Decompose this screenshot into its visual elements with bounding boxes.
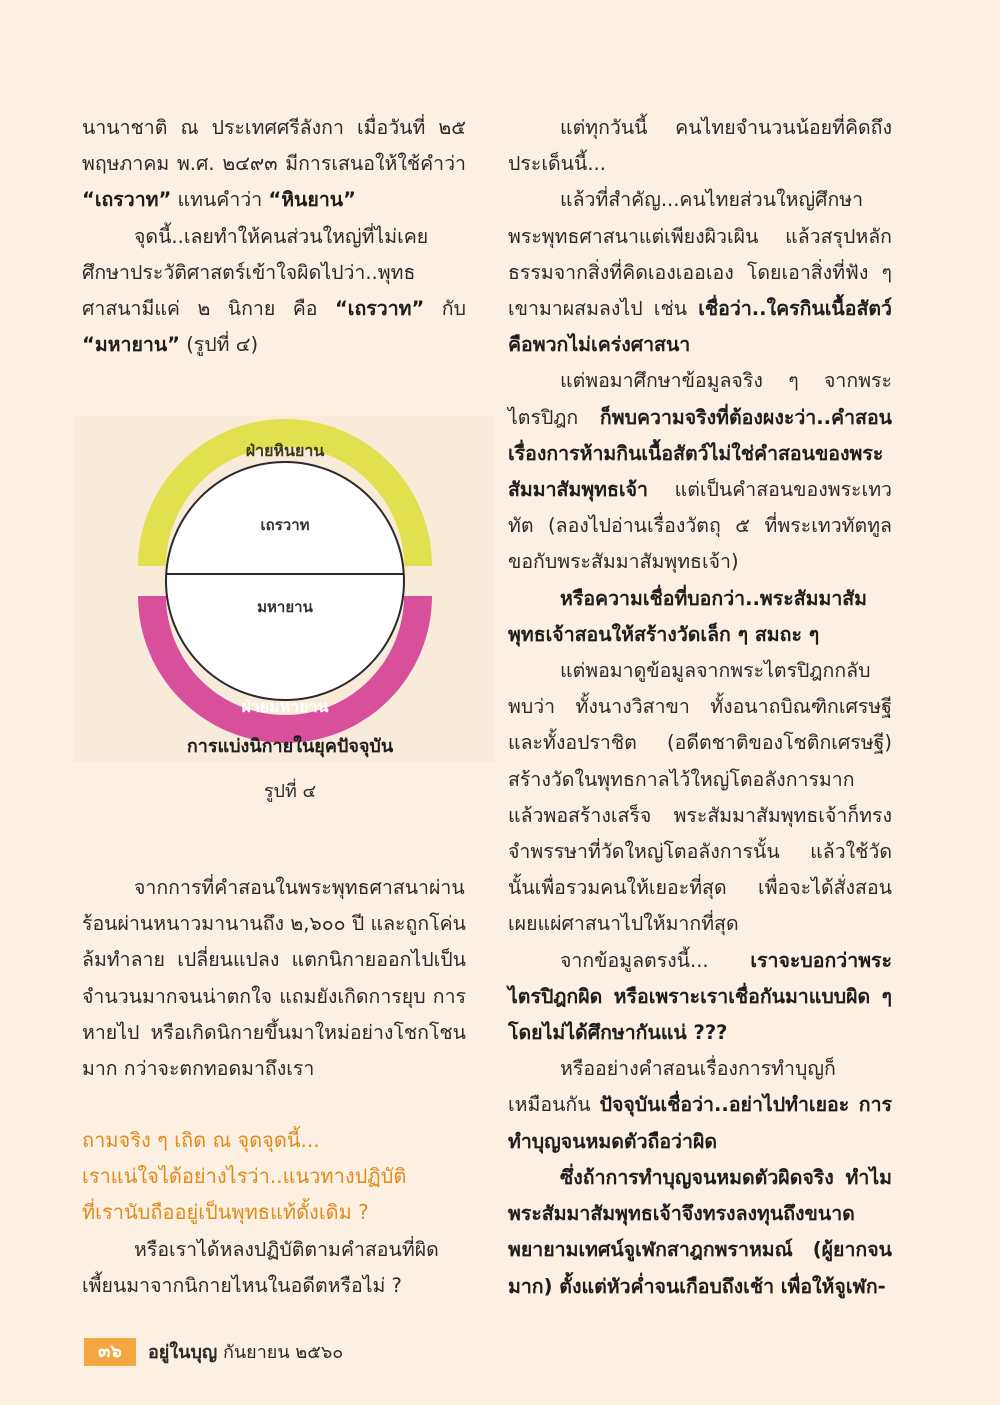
highlight-line: เราแน่ใจได้อย่างไรว่า..แนวทางปฏิบัติ — [82, 1164, 407, 1188]
paragraph: แต่ทุกวันนี้ คนไทยจำนวนน้อยที่คิดถึงประเด็นนี้... — [508, 116, 892, 176]
highlight-question — [82, 1122, 482, 1230]
left-column-bottom — [82, 870, 466, 1087]
paragraph: แต่พอมาดูข้อมูลจากพระไตรปิฎกกลับพบว่า ทั้งนางวิสาขา ทั้งอนาถบิณฑิกเศรษฐี และทั้งอปราชิต (อดีตชาติของโชติกเศรษฐี) สร้างวัดในพุทธกาลไว้ใหญ่โตอลังการมาก แล้วพอสร้างเสร็จ พระสัมมาสัมพุทธเจ้าก็ทรงจำพรรษาที่วัดใหญ่โตอลังการนั้น แล้วใช้วัดนั้นเพื่อรวมคนให้เยอะที่สุด เพื่อจะได้สั่งสอนเผยแผ่ศาสนาไปให้มากที่สุด — [508, 659, 892, 936]
lower-label: มหายาน — [257, 598, 313, 616]
paragraph: นานาชาติ ณ ประเทศศรีลังกา เมื่อวันที่ ๒๕ พฤษภาคม พ.ศ. ๒๔๙๓ มีการเสนอให้ใช้คำว่า “เถรวาท” แทนคำว่า “หินยาน” — [82, 116, 466, 212]
paragraph: ซึ่งถ้าการทำบุญจนหมดตัวผิดจริง ทำไมพระสัมมาสัมพุทธเจ้าจึงทรงลงทุนถึงขนาดพยายามเทศน์จูเฬกสาฎกพราหมณ์ (ผู้ยากจนมาก) ตั้งแต่หัวค่ำจนเกือบถึงเช้า เพื่อให้จูเฬก- — [508, 1165, 892, 1298]
paragraph: จากการที่คำสอนในพระพุทธศาสนาผ่านร้อนผ่านหนาวมานานถึง ๒,๖๐๐ ปี และถูกโค่นล้มทำลาย เปลี่ยนแปลง แตกนิกายออกไปเป็นจำนวนมากจนน่าตกใจ แถมยังเกิดการยุบ การหายไป หรือเกิดนิกายขึ้นมาใหม่อย่างโชกโชนมาก กว่าจะตกทอดมาถึงเรา — [82, 876, 466, 1081]
sect-diagram — [74, 416, 494, 762]
magazine-name: อยู่ในบุญ — [148, 1342, 218, 1363]
bottom-arc-label: ฝ่ายมหายาน — [241, 697, 329, 716]
inner-circle — [166, 462, 404, 700]
left-column-top — [82, 110, 466, 363]
paragraph: หรืออย่างคำสอนเรื่องการทำบุญก็เหมือนกัน ปัจจุบันเชื่อว่า..อย่าไปทำเยอะ การทำบุญจนหมดตัวถือว่าผิด — [508, 1057, 893, 1153]
sect-diagram-svg — [74, 416, 494, 762]
paragraph: แต่พอมาศึกษาข้อมูลจริง ๆ จากพระไตรปิฎก ก็พบความจริงที่ต้องผงะว่า..คำสอนเรื่องการห้ามกินเนื้อสัตว์ไม่ใช่คำสอนของพระสัมมาสัมพุทธเจ้า แต่เป็นคำสอนของพระเทวทัต (ลองไปอ่านเรื่องวัตถุ ๕ ที่พระเทวทัตทูลขอกับพระสัมมาสัมพุทธเจ้า) — [508, 369, 892, 574]
paragraph: หรือความเชื่อที่บอกว่า..พระสัมมาสัมพุทธเจ้าสอนให้สร้างวัดเล็ก ๆ สมถะ ๆ — [508, 586, 868, 646]
paragraph: หรือเราได้หลงปฏิบัติตามคำสอนที่ผิดเพี้ยนมาจากนิกายไหนในอดีตหรือไม่ ? — [82, 1238, 439, 1298]
top-arc-label: ฝ่ายหินยาน — [245, 441, 325, 460]
page-number: ๓๖ — [84, 1338, 136, 1366]
diagram-title: การแบ่งนิกายในยุคปัจจุบัน — [186, 736, 394, 757]
upper-label: เถรวาท — [260, 516, 310, 534]
paragraph: จุดนี้..เลยทำให้คนส่วนใหญ่ที่ไม่เคยศึกษาประวัติศาสตร์เข้าใจผิดไปว่า..พุทธศาสนามีแค่ ๒ นิกาย คือ “เถรวาท” กับ “มหายาน” (รูปที่ ๔) — [82, 224, 466, 357]
paragraph: จากข้อมูลตรงนี้... เราจะบอกว่าพระไตรปิฎกผิด หรือเพราะเราเชื่อกันมาแบบผิด ๆ โดยไม่ได้ศึกษากันแน่ ??? — [508, 948, 892, 1045]
footer-text — [148, 1339, 343, 1367]
paragraph: แล้วที่สำคัญ...คนไทยส่วนใหญ่ศึกษาพระพุทธศาสนาแต่เพียงผิวเผิน แล้วสรุปหลักธรรมจากสิ่งที่คิดเองเออเอง โดยเอาสิ่งที่ฟัง ๆ เขามาผสมลงไป เช่น เชื่อว่า..ใครกินเนื้อสัตว์คือพวกไม่เคร่งศาสนา — [508, 188, 892, 357]
left-column-end — [82, 1232, 466, 1304]
highlight-line: ที่เรานับถืออยู่เป็นพุทธแท้ดั้งเดิม ? — [82, 1200, 369, 1224]
right-column — [508, 110, 892, 1305]
figure-caption: รูปที่ ๔ — [263, 781, 317, 802]
issue-date: กันยายน ๒๕๖๐ — [217, 1342, 344, 1363]
highlight-line: ถามจริง ๆ เถิด ณ จุดจุดนี้... — [82, 1128, 320, 1152]
